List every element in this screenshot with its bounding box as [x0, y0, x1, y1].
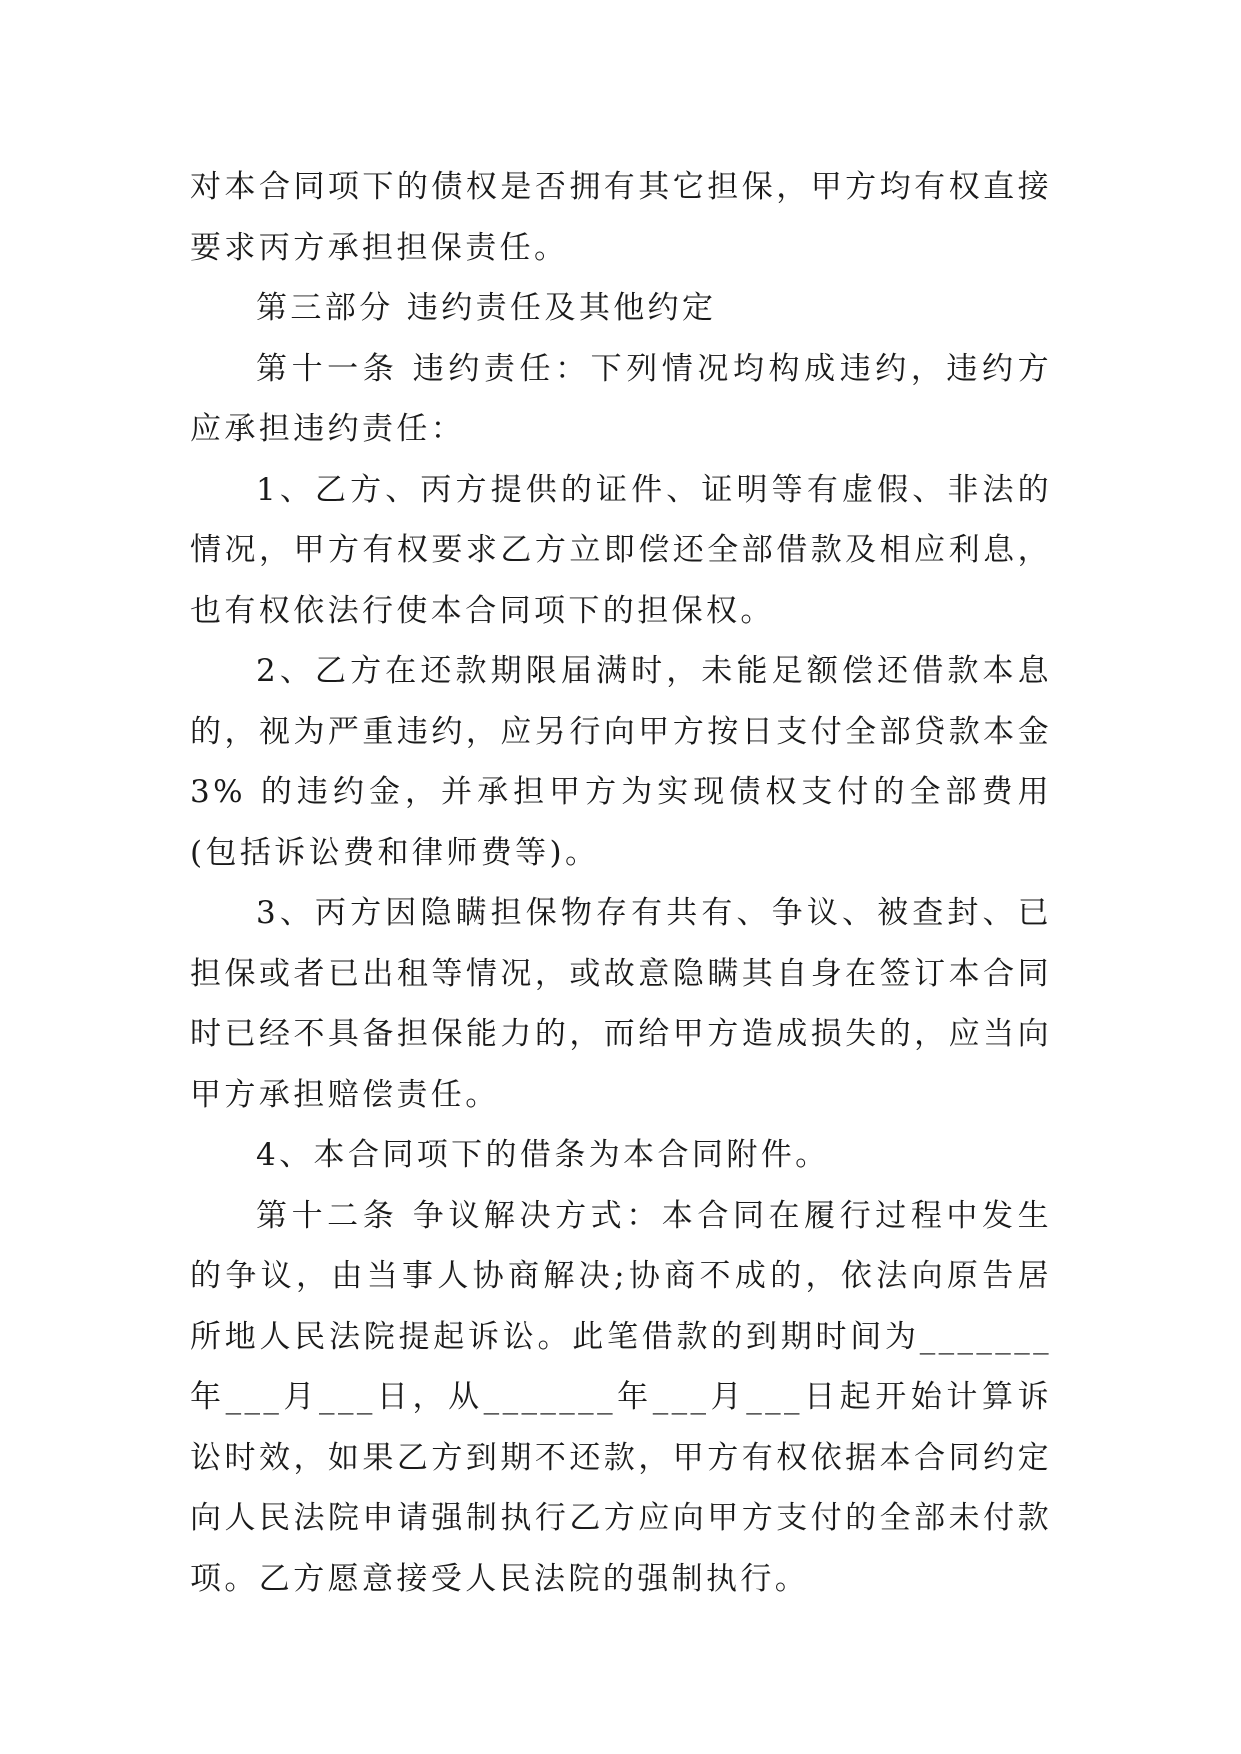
document-body: [190, 157, 1052, 1609]
paragraph-guarantee-continuation: 对本合同项下的债权是否拥有其它担保，甲方均有权直接要求丙方承担担保责任。: [190, 169, 1052, 266]
clause-item-1: 1、乙方、丙方提供的证件、证明等有虚假、非法的情况，甲方有权要求乙方立即偿还全部借款及相应利息，也有权依法行使本合同项下的担保权。: [190, 471, 1052, 629]
clause-item-2: 2、乙方在还款期限届满时，未能足额偿还借款本息的，视为严重违约，应另行向甲方按日支付全部贷款本金 3% 的违约金，并承担甲方为实现债权支付的全部费用(包括诉讼费和律师费等)。: [190, 653, 1052, 871]
section-heading-part-three: 第三部分 违约责任及其他约定: [256, 290, 717, 326]
article-twelve: 第十二条 争议解决方式：本合同在履行过程中发生的争议，由当事人协商解决;协商不成的，依法向原告居所地人民法院提起诉讼。此笔借款的到期时间为_______年___月___日，从_______年___月___日起开始计算诉讼时效，如果乙方到期不还款，甲方有权依据本合同约定向人民法院申请强制执行乙方应向甲方支付的全部未付款项。乙方愿意接受人民法院的强制执行。: [190, 1197, 1052, 1597]
clause-item-3: 3、丙方因隐瞒担保物存有共有、争议、被查封、已担保或者已出租等情况，或故意隐瞒其自身在签订本合同时已经不具备担保能力的，而给甲方造成损失的，应当向甲方承担赔偿责任。: [190, 895, 1052, 1113]
article-eleven: 第十一条 违约责任：下列情况均构成违约，违约方应承担违约责任：: [190, 350, 1052, 447]
clause-item-4: 4、本合同项下的借条为本合同附件。: [256, 1137, 830, 1173]
